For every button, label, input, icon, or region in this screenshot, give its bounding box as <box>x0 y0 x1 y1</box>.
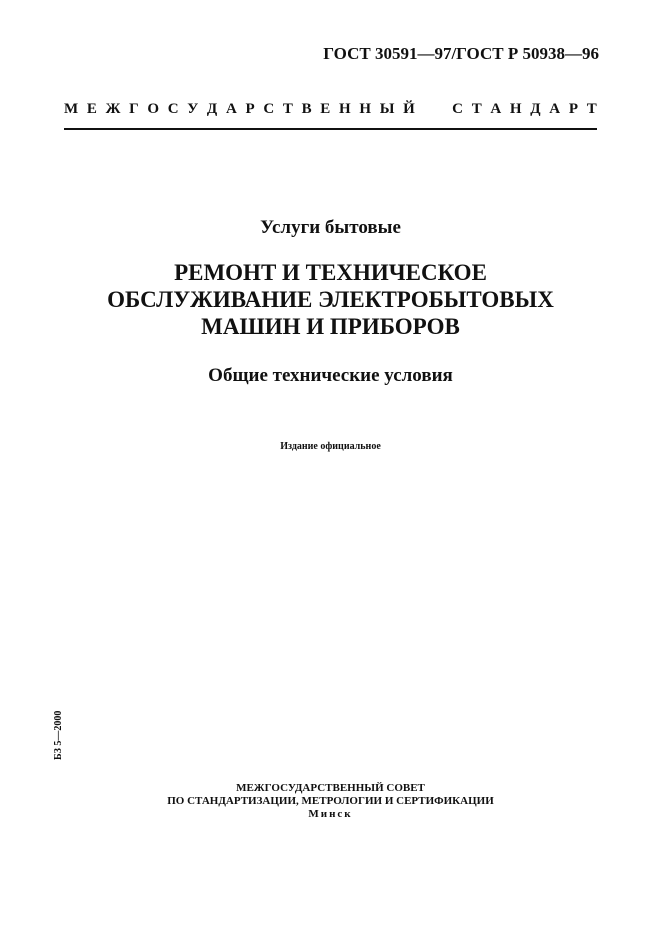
banner-letter: С <box>263 101 275 117</box>
document-subject: Услуги бытовые <box>260 217 401 238</box>
title-line: МАШИН И ПРИБОРОВ <box>201 314 460 339</box>
banner-letter: Й <box>403 101 415 117</box>
banner-letter: У <box>187 101 199 117</box>
banner-letter: Н <box>509 101 522 117</box>
banner-letter: Е <box>320 101 331 117</box>
standard-banner <box>64 101 597 118</box>
banner-letter: В <box>301 101 312 117</box>
banner-letter: Н <box>359 101 371 117</box>
banner-letter: О <box>147 101 159 117</box>
document-code: ГОСТ 30591—97/ГОСТ Р 50938—96 <box>323 44 599 63</box>
title-line: ОБСЛУЖИВАНИЕ ЭЛЕКТРОБЫТОВЫХ <box>107 287 554 312</box>
side-code: БЗ 5—2000 <box>53 710 64 760</box>
banner-letter: Е <box>86 101 97 117</box>
banner-letter: С <box>167 101 179 117</box>
publisher-city: Минск <box>308 808 353 820</box>
banner-letter: Ж <box>105 101 121 117</box>
document-subtitle: Общие технические условия <box>208 365 453 386</box>
banner-letter: С <box>452 101 463 117</box>
banner-letter: Д <box>206 101 218 117</box>
banner-letter: Т <box>282 101 293 117</box>
banner-letter: Н <box>338 101 351 117</box>
banner-letter: А <box>225 101 237 117</box>
publisher-line: МЕЖГОСУДАРСТВЕННЫЙ СОВЕТ <box>236 782 425 794</box>
publisher-block <box>0 782 661 821</box>
banner-letter: М <box>64 101 79 117</box>
banner-letter: Т <box>471 101 482 117</box>
banner-letter: Т <box>586 101 597 117</box>
banner-letter: А <box>490 101 502 117</box>
banner-gap <box>423 101 443 118</box>
banner-letter: Г <box>129 101 139 117</box>
edition-note: Издание официальное <box>280 441 381 452</box>
header-rule <box>64 128 597 130</box>
banner-letter: Р <box>245 101 255 117</box>
document-title <box>0 259 661 340</box>
banner-letter: Д <box>530 101 541 117</box>
banner-letter: Р <box>568 101 578 117</box>
title-line: РЕМОНТ И ТЕХНИЧЕСКОЕ <box>174 260 487 285</box>
publisher-line: ПО СТАНДАРТИЗАЦИИ, МЕТРОЛОГИИ И СЕРТИФИКАЦИИ <box>167 795 494 807</box>
banner-letter: Ы <box>379 101 395 117</box>
banner-letter: А <box>549 101 561 117</box>
